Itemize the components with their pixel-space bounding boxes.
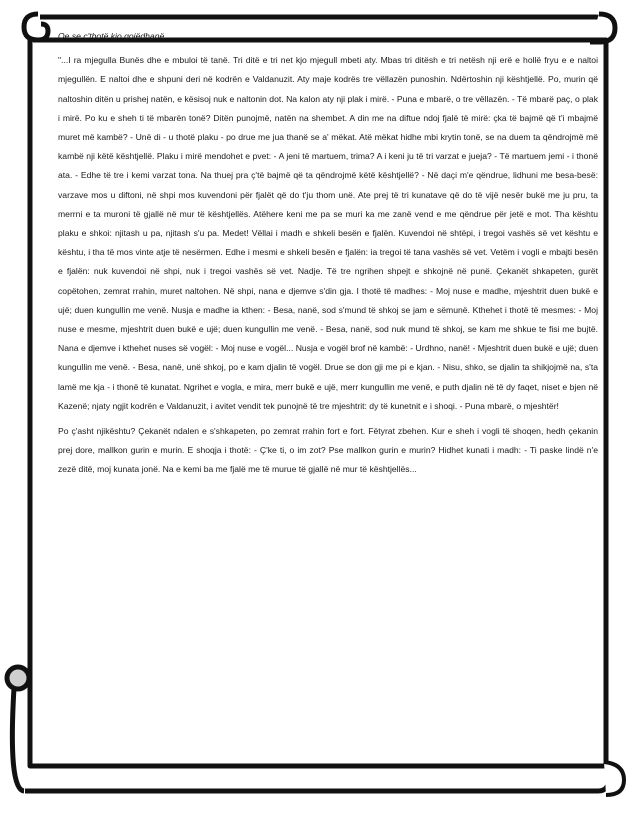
document-paragraph-2: Po ç'asht njikështu? Çekanët ndalen e s'shkapeten, po zemrat rrahin fort e fort. Fëtyrat zbehen. Kur e sheh i vogli të shoqen, hedh çekanin prej dore, mallkon gurin e murin. E shoqja i thotë: - Ç'ke ti, o im zot? Pse mallkon gurin e murin? Hidhet kunati i madh: - Ti paske lindë n'e zezë ditë, moj kunata jonë. Na e kemi ba me fjalë me të murue të gjallë në mur të kështjellës... — [58, 426, 598, 475]
document-paragraph-1: "...I ra mjegulla Bunës dhe e mbuloi të tanë. Tri ditë e tri net kjo mjegull mbeti aty. Mbas tri ditësh e tri netësh nji erë e hollë fryu e e naltoi mjegullën. E naltoi dhe e shpuni deri në kodrën e Valdanuzit. Aty maje kodrës tre vëllazën punoshin. Ndërtoshin nji kështjellë. Po, murin që naltoshin ditën u prishej natën, e kësisoj nuk e naltonin dot. Na kalon aty nji plak i mirë. - Puna e mbarë, o tre vëllazën. - Të mbarë paç, o plak i mirë. Po ku e sheh ti të mbarën tonë? Ditën punojmë, natën na shembet. A din me na diftue ndoj fjalë të mirë: çka të bajmë që t'i mbajmë muret më kambë? - Unë di - u thotë plaku - po drue me jua thanë se a' mëkat. Atë mëkat hidhe mbi krytin tonë, se na duem ta qëndrojmë më kambë nji këtë kështjellë. Plaku i mirë mendohet e pvet: - A jeni të martuem, trima? A i keni ju të tri varzat e jueja? - Të martuem jemi - i thonë ata. - Edhe të tre i kemi varzat tona. Na thuej pra ç'të bajmë që ta qëndrojmë këtë kështjellë? - Në daçi m'e qëndrue, lidhuni me besa-besë: varzave mos u diftoni, në shpi mos kuvendoni për fjalët që do t'ju thom unë. Ate prej të tri kunatave që do të vijë nesër bukë me ju pru, ta merrni e ta muroni të gjallë në mur të kështjellës. Atëhere keni me pa se muri ka me zanë vend e me qëndrue për jetë e mot. Tha kështu plaku e shkoi: njitash u pa, njitash s'u pa. Medet! Vëllai i madh e shkeli besën e fjalën. Kuvendoi në shtëpi, i tregoi vashës së vet kështu e kështu, i tha të mos vinte atje të nesërmen. Edhe i mesmi e shkeli besën e fjalën: ia tregoi të tana vashës së vet. Vetëm i vogli e mbajti besën e fjalën: nuk kuvendoi në shpi, nuk i tregoi vashës së vet. Nadje. Të tre ngrihen shpejt e shkojnë në punë. Çekanët shkapeten, gurët copëtohen, zemrat rrahin, muret naltohen. Në shpi, nana e djemve s'din gja. I thotë të madhes: - Moj nuse e madhe, mjeshtrit duen bukë e ujë; duen kungullin me venë. Nusja e madhe ia kthen: - Besa, nanë, sod s'mund të shkoj se jam e sëmunë. Kthehet i thotë të mesmes: - Moj nuse e mesme, mjeshtrit duen bukë e ujë; duen kungullin me venë. - Besa, nanë, sod nuk mund të shkoj, se kam me shkue te fisi me bujtë. Nana e djemve i kthehet nuses së vogël: - Moj nuse e vogël... Nusja e vogël brof në kambë: - Urdhno, nanë! - Mjeshtrit duen bukë e ujë; duen kungullin me venë. - Besa, nanë, unë shkoj, po e kam djalin të vogël. Drue se don gji me pi e kjan. - Nisu, shko, se djalin ta shikjojmë na, s'ta lamë me kja - i thonë të kunatat. Ngrihet e vogla, e mira, merr bukë e ujë, merr kungullin me venë, e puth djalin në të dy faqet, niset e bjen në Kazenë; njaty ngjit kodrën e Valdanuzit, i avitet vendit tek punojnë të tre mjeshtrit: dy të kunetnit e i shoqi. - Puna mbarë, o mjeshtër! — [58, 55, 598, 411]
document-body — [58, 27, 598, 486]
scroll-bottom-curl-left-tail — [12, 688, 24, 791]
scroll-bottom-curl-right — [604, 762, 624, 795]
scroll-bottom-curl-left — [7, 667, 29, 689]
document-title: Qe se ç'thotë kjo gojëdhanë. — [58, 31, 167, 41]
